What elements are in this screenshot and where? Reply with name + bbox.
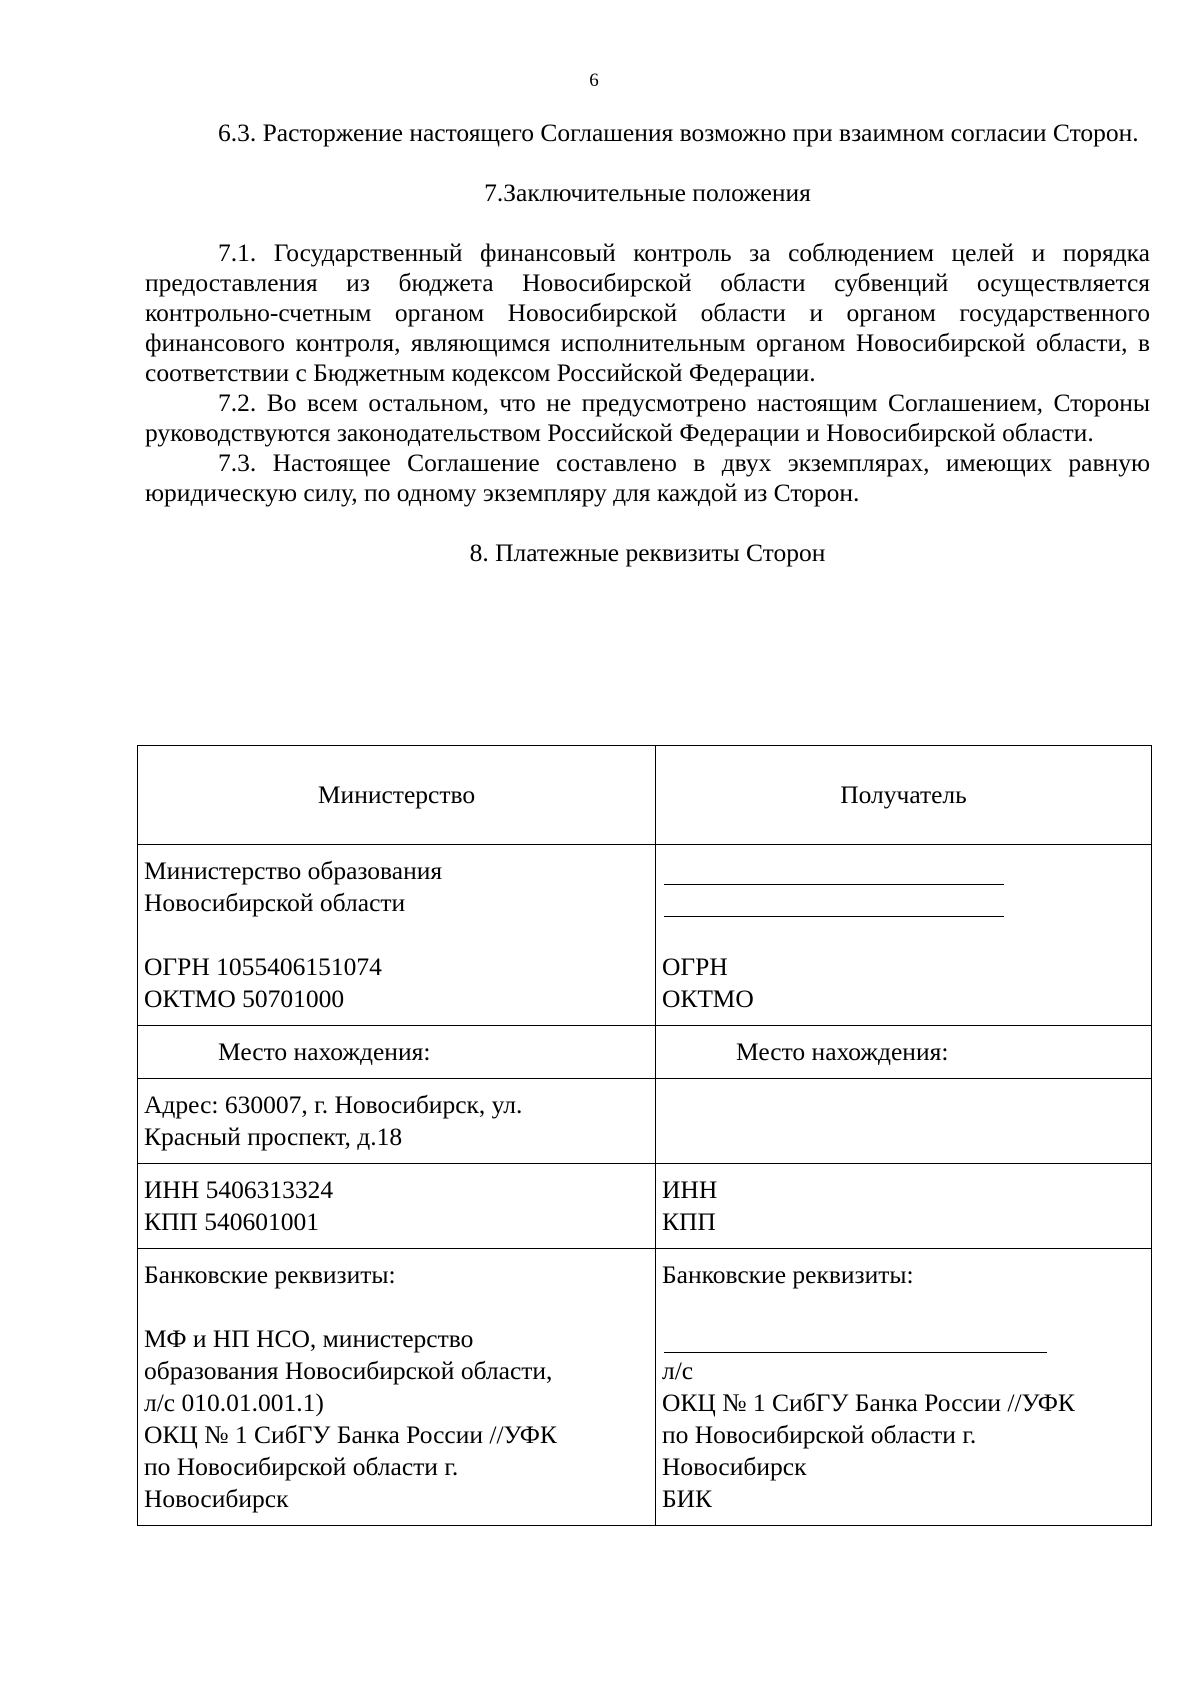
ministry-inn: ИНН 5406313324	[144, 1175, 334, 1204]
paragraph-7-1: 7.1. Государственный финансовый контроль за соблюдением целей и порядка предоставления из бюджета Новосибирской области субвенций осуществляется контрольно-счетным органом Новосибирской области и органом государственного финансового контроля, являющимся исполнительным органом Новосибирской области, в соответствии с Бюджетным кодексом Российской Федерации.	[145, 238, 1150, 387]
recipient-bank-cell	[656, 1249, 1152, 1526]
ministry-location-label: Место нахождения:	[138, 1026, 656, 1079]
header-ministry: Министерство	[138, 746, 656, 845]
recipient-name-blank-2	[662, 887, 1145, 919]
ministry-bank-line: ОКЦ № 1 СибГУ Банка России //УФК	[144, 1420, 557, 1449]
recipient-kpp: КПП	[662, 1207, 716, 1236]
table-row-address	[138, 1079, 1152, 1164]
paragraph-6-3: 6.3. Расторжение настоящего Соглашения возможно при взаимном согласии Сторон.	[218, 118, 1139, 147]
ministry-name-line2: Новосибирской области	[144, 888, 406, 917]
ministry-kpp: КПП 540601001	[144, 1207, 319, 1236]
recipient-bank-label: Банковские реквизиты:	[662, 1260, 914, 1289]
blank-line	[662, 919, 1145, 951]
recipient-bank-line: по Новосибирской области г.	[662, 1420, 977, 1449]
ministry-org-cell	[138, 845, 656, 1026]
recipient-location-label: Место нахождения:	[656, 1026, 1152, 1079]
recipient-name-blank-1	[662, 855, 1145, 887]
ministry-bank-line: Новосибирск	[144, 1484, 289, 1513]
recipient-bank-line: ОКЦ № 1 СибГУ Банка России //УФК	[662, 1388, 1075, 1417]
recipient-org-cell	[656, 845, 1152, 1026]
blank-line	[144, 1291, 649, 1323]
paragraph-7-3: 7.3. Настоящее Соглашение составлено в двух экземплярах, имеющих равную юридическую силу, по одному экземпляру для каждой из Сторон.	[145, 448, 1150, 507]
ministry-bank-line: л/с 010.01.001.1)	[144, 1388, 324, 1417]
ministry-address-line1: Адрес: 630007, г. Новосибирск, ул.	[144, 1090, 523, 1119]
ministry-bank-label: Банковские реквизиты:	[144, 1260, 396, 1289]
header-recipient: Получатель	[656, 746, 1152, 845]
ministry-ogrn: ОГРН 1055406151074	[144, 952, 382, 981]
ministry-inn-kpp-cell	[138, 1164, 656, 1249]
ministry-address-line2: Красный проспект, д.18	[144, 1122, 403, 1151]
recipient-address-cell	[656, 1079, 1152, 1164]
payment-details-table	[137, 745, 1152, 1526]
paragraph-7-2: 7.2. Во всем остальном, что не предусмотрено настоящим Соглашением, Стороны руководствуются законодательством Российской Федерации и Новосибирской области.	[145, 388, 1150, 447]
table-header-row	[138, 746, 1152, 845]
table-row-organization	[138, 845, 1152, 1026]
blank-line	[662, 1291, 1145, 1323]
blank-line	[144, 919, 649, 951]
recipient-bank-line: Новосибирск	[662, 1452, 807, 1481]
recipient-inn-kpp-cell	[656, 1164, 1152, 1249]
document-body	[145, 118, 1150, 568]
ministry-bank-line: образования Новосибирской области,	[144, 1356, 553, 1385]
recipient-bank-line: БИК	[662, 1484, 713, 1513]
ministry-bank-cell	[138, 1249, 656, 1526]
table-row-inn-kpp	[138, 1164, 1152, 1249]
spacer	[145, 208, 1150, 238]
recipient-bank-blank	[662, 1323, 1145, 1355]
recipient-ogrn: ОГРН	[662, 952, 728, 981]
ministry-oktmo: ОКТМО 50701000	[144, 984, 345, 1013]
table-row-location-label	[138, 1026, 1152, 1079]
ministry-bank-line: МФ и НП НСО, министерство	[144, 1324, 474, 1353]
spacer	[145, 508, 1150, 538]
ministry-bank-line: по Новосибирской области г.	[144, 1452, 459, 1481]
table-row-bank	[138, 1249, 1152, 1526]
ministry-address-cell	[138, 1079, 656, 1164]
recipient-oktmo: ОКТМО	[662, 984, 754, 1013]
section-7-heading: 7.Заключительные положения	[484, 178, 811, 207]
ministry-name-line1: Министерство образования	[144, 856, 443, 885]
page-number: 6	[589, 70, 599, 91]
recipient-inn: ИНН	[662, 1175, 718, 1204]
recipient-bank-line: л/с	[662, 1356, 694, 1385]
section-8-heading: 8. Платежные реквизиты Сторон	[469, 538, 826, 567]
spacer	[145, 148, 1150, 178]
